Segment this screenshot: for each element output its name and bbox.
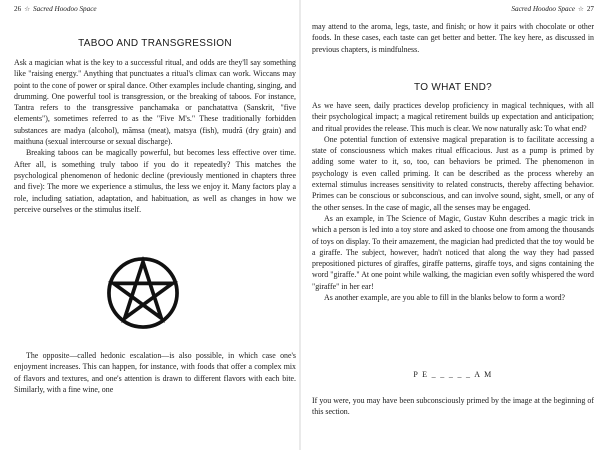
page-number: 26 [14,5,22,13]
page-number: 27 [586,5,594,13]
paragraph: Ask a magician what is the key to a successful ritual, and odds are they'll say something like "raising energy." Anything that punctuates a ritual's climax can work. Wiccans may point to the cone of power or spiral dance. Other examples include chanting, singing, and drumming. One powerful tool is transgression, or the breaking of taboos. For instance, Tantra refers to the transgressive panchamaka or panchatattva (Sanskrit, "five elements"), sometimes referred to as the "Five M's." These traditionally forbidden substances are madya (alcohol), māmsa (meat), matsya (fish), mudrā (dry grain) and maithuna (sexual intercourse or sexual discharge). [14,58,297,147]
paragraph: If you were, you may have been subconsciously primed by the image at the beginning of this section. [312,396,594,417]
pentacle-icon [106,256,180,330]
body-text [312,100,594,303]
body-text-continued [312,21,594,55]
left-running-header [14,5,97,14]
left-page [14,0,296,450]
running-title: Sacred Hoodoo Space [511,5,575,13]
section-heading: TO WHAT END? [413,82,493,93]
paragraph: One potential function of extensive magical preparation is to facilitate accessing a state of consciousness which makes ritual efficacious. Just as a pump is primed by adding some water to it, so, too, can behaviors be primed. The phenomenon in psychology is even called priming. It can be described as the process whereby an external stimulus increases sensitivity to related constructs, thereby affecting behavior. Primes can be conscious or subconscious, and can involve sound, sight, smell, or any of the other senses. In the case of magic, all the senses may be engaged. [312,134,594,212]
running-title: Sacred Hoodoo Space [33,5,97,13]
star-icon: ☆ [577,6,584,13]
body-text [14,57,296,215]
paragraph: may attend to the aroma, legs, taste, and finish; or how it pairs with chocolate or other foods. In these cases, each taste can get better and better. The key here, as discussed in previous chapters, is mindfulness. [312,22,594,54]
right-page [312,0,594,450]
closing-text [312,395,594,418]
paragraph: As we have seen, daily practices develop proficiency in magical techniques, with all their psychological impact; a magical retirement builds up expectation and anticipation; and ritual provides the release. This much is clear. We now naturally ask: To what end? [312,101,594,133]
right-running-header [511,5,594,14]
body-text-continued [14,350,296,395]
section-heading: TABOO AND TRANSGRESSION [78,38,232,49]
paragraph: As an example, in The Science of Magic, Gustav Kuhn describes a magic trick in which a person is led into a toy store and asked to choose one from among the thousands of toys on display. To their amazement, the magician had predicted that the toy would be a giraffe. The subject, however, hadn't noticed that along the way they had passed prepositioned pictures of giraffes, giraffe patterns, giraffe toys, and signs containing the word "giraffe." At one point while walking, the magician even softly whispered the word "giraffe" in her ear! [312,213,594,291]
star-icon: ☆ [24,6,31,13]
book-gutter [299,0,301,450]
paragraph: Breaking taboos can be magically powerful, but becomes less effective over time. After all, is something truly taboo if you do it repeatedly? This matches the psychological phenomenon of hedonic decline (previously mentioned in chapters three and five): The more we experience a stimulus, the less we enjoy it. Many factors play a role, including satiation, adaptation, and habituation, as well as changes in how we perceive ourselves or the stimulus itself. [14,148,296,214]
fill-in-blank-word: P E _ _ _ _ _ A M [413,370,493,379]
paragraph: As another example, are you able to fill in the blanks below to form a word? [324,293,566,303]
paragraph: The opposite—called hedonic escalation—is also possible, in which case one's enjoyment increases. This can happen, for instance, with foods that offer a complex mix of flavors and textures, and one's attention is drawn to different flavors with each bite. Similarly, with a fine wine, one [14,351,296,394]
